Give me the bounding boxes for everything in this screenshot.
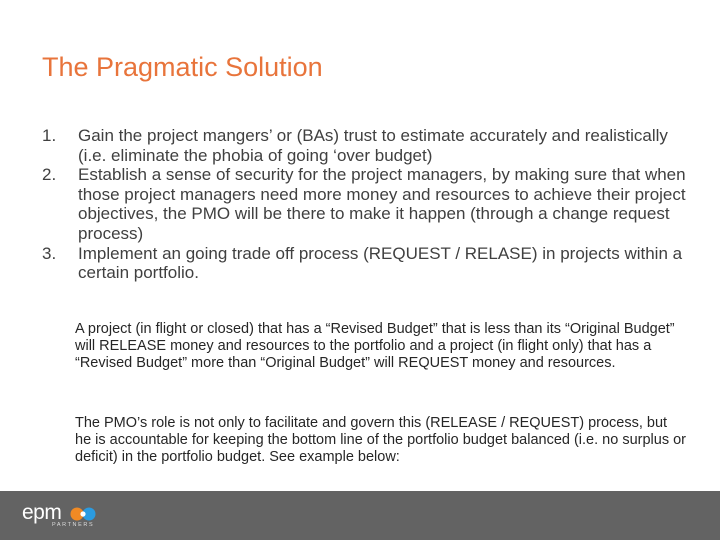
paragraph-release-request: A project (in flight or closed) that has a “Revised Budget” that is less than its “Original Budget” will RELEASE money and resources to the portfolio and a project (in flight only) that has a “Revised Budget” more than “Original Budget” will REQUEST money and resources. bbox=[75, 321, 675, 371]
list-item-text: Implement an going trade off process (REQUEST / RELASE) in projects within a certain portfolio. bbox=[78, 243, 683, 283]
epm-partners-logo bbox=[22, 500, 132, 532]
paragraph-pmo-role: The PMO’s role is not only to facilitate and govern this (RELEASE / REQUEST) process, but he is accountable for keeping the bottom line of the portfolio budget balanced (i.e. no surplus or deficit) in the portfolio budget. See example below: bbox=[75, 415, 687, 465]
logo-subtext: PARTNERS bbox=[52, 522, 95, 528]
epm-partners-logo-icon bbox=[69, 504, 99, 524]
slide-title: The Pragmatic Solution bbox=[42, 52, 323, 82]
list-number: 1. bbox=[42, 126, 57, 145]
list-item-text: Gain the project mangers’ or (BAs) trust to estimate accurately and realistically (i.e. eliminate the phobia of going ‘over budget) bbox=[78, 126, 668, 165]
list-item bbox=[42, 126, 692, 165]
list-item bbox=[42, 244, 692, 283]
list-number: 2. bbox=[42, 165, 57, 185]
footer-bar bbox=[0, 491, 720, 540]
list-item bbox=[42, 165, 692, 243]
logo-wordmark: epm bbox=[22, 501, 62, 524]
list-number: 3. bbox=[42, 243, 57, 263]
list-item-text: Establish a sense of security for the project managers, by making sure that when those project managers need more money and resources to achieve their project objectives, the PMO will be there to make it happen (through a change request process) bbox=[78, 165, 686, 243]
numbered-list bbox=[42, 126, 692, 283]
